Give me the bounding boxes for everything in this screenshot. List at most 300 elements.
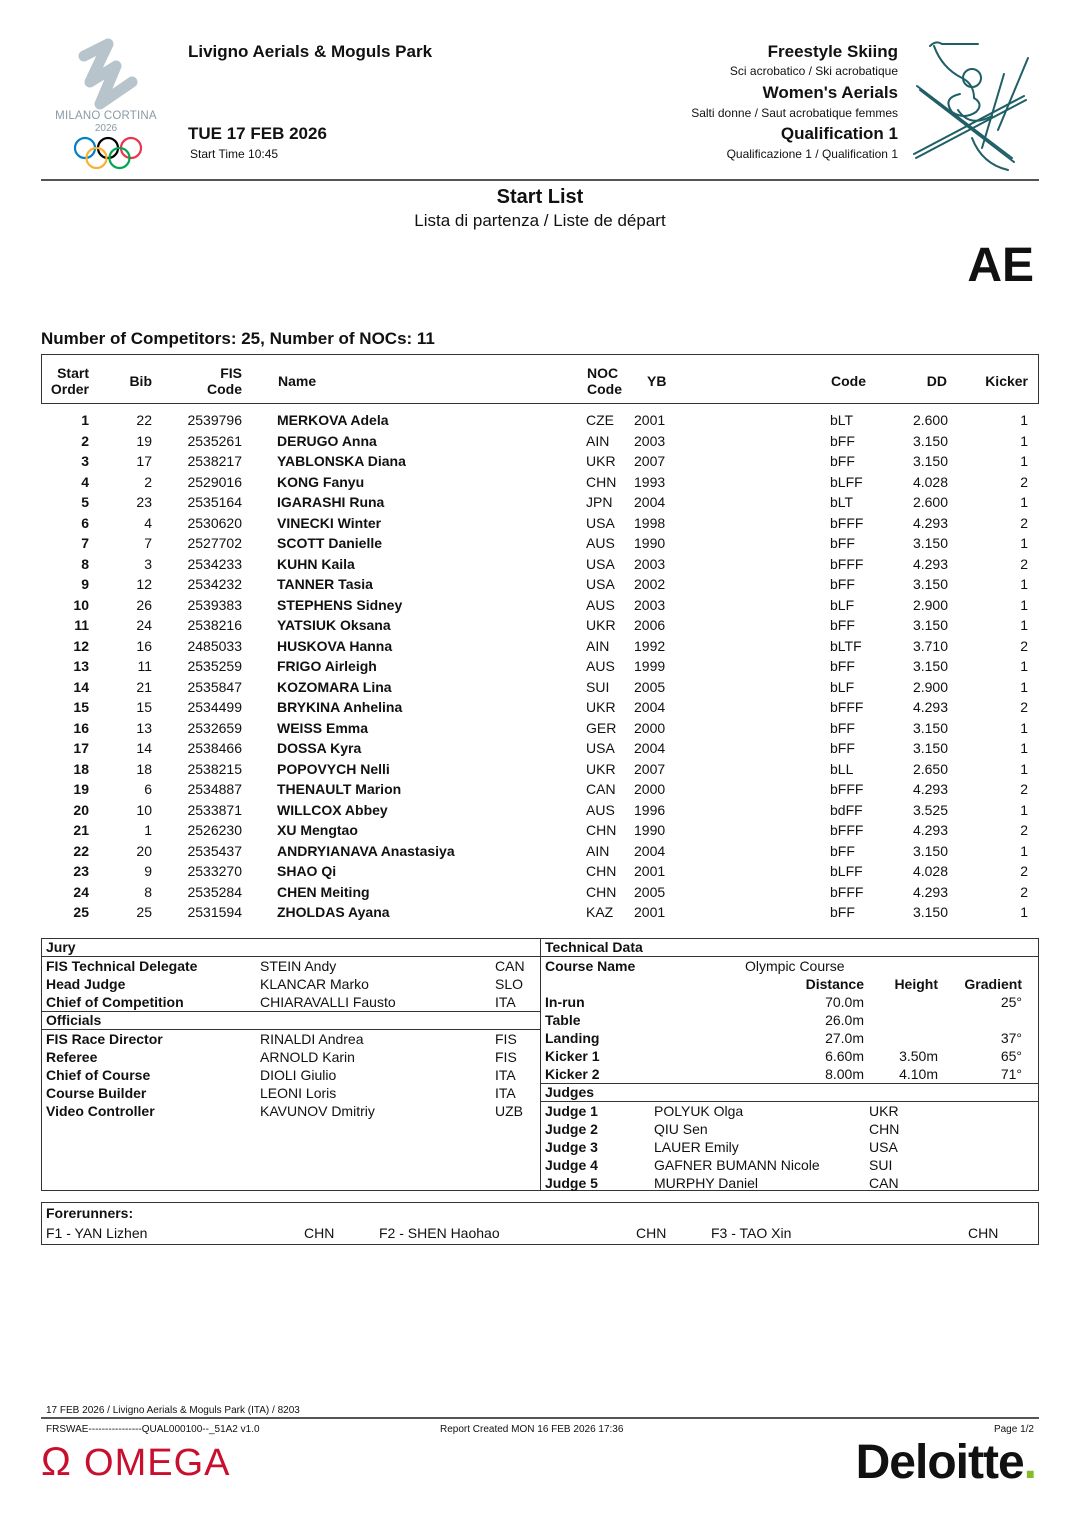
judge-label: Judge 3	[545, 1139, 598, 1155]
judge-label: Judge 4	[545, 1157, 598, 1173]
fis-code: 2539383	[187, 596, 242, 613]
degree-of-difficulty: 4.293	[912, 822, 948, 838]
jury-heading: Jury	[42, 939, 540, 957]
start-order: 4	[81, 473, 89, 490]
forerunner-name: F2 - SHEN Haohao	[379, 1225, 500, 1241]
header-name: Name	[278, 373, 317, 389]
judge-row	[541, 1120, 1038, 1138]
noc-code: CZE	[586, 412, 614, 428]
bib-number: 14	[136, 740, 152, 756]
document-subtitle: Lista di partenza / Liste de départ	[414, 211, 666, 230]
bib-number: 26	[136, 596, 152, 613]
table-row	[41, 451, 1039, 472]
official-person: LEONI Loris	[260, 1085, 337, 1101]
jump-code: bFFF	[830, 883, 864, 900]
judge-nation: SUI	[869, 1157, 893, 1173]
year-of-birth: 1996	[634, 801, 666, 818]
table-row	[41, 759, 1039, 780]
noc-code: USA	[586, 740, 615, 756]
official-role: FIS Race Director	[46, 1031, 163, 1047]
official-role: Chief of Course	[46, 1067, 151, 1083]
bib-number: 9	[144, 863, 152, 879]
noc-code: USA	[586, 514, 615, 531]
jump-code: bLL	[830, 760, 854, 777]
section-label: Kicker 1	[545, 1048, 600, 1064]
degree-of-difficulty: 3.150	[912, 535, 948, 551]
athlete-name: TANNER Tasia	[277, 576, 373, 592]
start-order: 8	[81, 555, 89, 572]
header-yb: YB	[647, 373, 667, 389]
year-of-birth: 2004	[634, 842, 666, 859]
athlete-name: YABLONSKA Diana	[277, 453, 406, 469]
official-nation: UZB	[495, 1103, 523, 1119]
athlete-name: YATSIUK Oksana	[277, 617, 391, 633]
kicker: 1	[1020, 658, 1028, 674]
jump-code: bLFF	[830, 473, 863, 490]
jump-code: bFFF	[830, 822, 864, 838]
official-nation: FIS	[495, 1049, 517, 1065]
start-order: 24	[73, 883, 89, 900]
jump-code: bFF	[830, 658, 855, 674]
year-of-birth: 2002	[634, 576, 666, 592]
event-translation: Salti donne / Saut acrobatique femmes	[691, 106, 898, 120]
fis-code: 2538216	[187, 617, 242, 633]
table-row	[41, 554, 1039, 575]
judge-nation: USA	[869, 1139, 898, 1155]
phase-translation: Qualificazione 1 / Qualification 1	[726, 147, 898, 161]
year-of-birth: 1992	[634, 637, 666, 654]
header-bib: Bib	[129, 373, 152, 389]
jump-code: bLT	[830, 412, 854, 428]
year-of-birth: 2001	[634, 412, 666, 428]
year-of-birth: 2004	[634, 699, 666, 715]
height-value: 3.50m	[899, 1048, 938, 1064]
omega-symbol-icon: Ω	[41, 1440, 72, 1484]
table-row	[41, 902, 1039, 923]
fis-code: 2538215	[187, 760, 242, 777]
judge-nation: UKR	[869, 1103, 899, 1119]
official-row	[42, 1066, 540, 1084]
degree-of-difficulty: 3.150	[912, 617, 948, 633]
noc-code: AIN	[586, 637, 610, 654]
kicker: 2	[1020, 863, 1028, 879]
kicker: 2	[1020, 555, 1028, 572]
degree-of-difficulty: 3.150	[912, 904, 948, 920]
degree-of-difficulty: 2.600	[912, 494, 948, 510]
jury-row	[42, 957, 540, 975]
kicker: 1	[1020, 576, 1028, 592]
table-row	[41, 697, 1039, 718]
judge-nation: CHN	[869, 1121, 900, 1137]
official-nation: ITA	[495, 1067, 516, 1083]
bib-number: 8	[144, 883, 152, 900]
jury-panel	[41, 938, 541, 1191]
technical-column-headers	[541, 975, 1038, 993]
header-noc-code	[587, 365, 622, 397]
kicker: 1	[1020, 535, 1028, 551]
degree-of-difficulty: 4.028	[912, 863, 948, 879]
header-dd: DD	[926, 373, 947, 389]
athlete-name: SCOTT Danielle	[277, 535, 383, 551]
kicker: 1	[1020, 678, 1028, 695]
deloitte-logo	[856, 1435, 1036, 1490]
year-of-birth: 2005	[634, 678, 666, 695]
athlete-name: MERKOVA Adela	[277, 412, 389, 428]
table-row	[41, 677, 1039, 698]
degree-of-difficulty: 2.650	[912, 760, 948, 777]
section-label: In-run	[545, 994, 585, 1010]
bib-number: 12	[136, 576, 152, 592]
fis-code: 2533270	[187, 863, 242, 879]
year-of-birth: 1990	[634, 535, 666, 551]
start-order: 17	[73, 740, 89, 756]
table-row	[41, 861, 1039, 882]
olympic-rings-icon	[70, 135, 160, 171]
fis-code: 2535284	[187, 883, 242, 900]
degree-of-difficulty: 4.293	[912, 699, 948, 715]
table-row	[41, 595, 1039, 616]
competitor-counts: Number of Competitors: 25, Number of NOCs: 11	[41, 329, 435, 348]
bib-number: 23	[136, 494, 152, 510]
fis-code: 2533871	[187, 801, 242, 818]
distance-value: 6.60m	[825, 1048, 864, 1064]
forerunner-nation: CHN	[636, 1225, 667, 1241]
kicker: 1	[1020, 453, 1028, 469]
bib-number: 15	[136, 699, 152, 715]
start-order: 19	[73, 781, 89, 797]
year-of-birth: 2003	[634, 596, 666, 613]
bib-number: 11	[137, 658, 152, 674]
degree-of-difficulty: 4.028	[912, 473, 948, 490]
official-row	[42, 1048, 540, 1066]
jump-code: bLF	[830, 678, 855, 695]
noc-code: UKR	[586, 453, 616, 469]
bib-number: 21	[136, 678, 152, 695]
event-name: Women's Aerials	[762, 83, 898, 102]
jump-code: bFF	[830, 576, 855, 592]
noc-code: UKR	[586, 699, 616, 715]
distance-value: 70.0m	[825, 994, 864, 1010]
bib-number: 25	[136, 904, 152, 920]
jump-code: bdFF	[830, 801, 863, 818]
kicker: 2	[1020, 781, 1028, 797]
degree-of-difficulty: 2.900	[912, 596, 948, 613]
athlete-name: ANDRYIANAVA Anastasiya	[277, 842, 455, 859]
bib-number: 13	[136, 719, 152, 736]
judge-name: POLYUK Olga	[654, 1103, 744, 1119]
jump-code: bFFF	[830, 781, 864, 797]
section-label: Landing	[545, 1030, 600, 1046]
bib-number: 17	[136, 453, 152, 469]
start-order: 12	[73, 637, 89, 654]
degree-of-difficulty: 3.710	[912, 637, 948, 654]
fis-code: 2535437	[187, 842, 242, 859]
kicker: 2	[1020, 883, 1028, 900]
table-row	[41, 656, 1039, 677]
judge-label: Judge 2	[545, 1121, 598, 1137]
header-start-order-line1: Start	[57, 365, 89, 381]
degree-of-difficulty: 2.900	[912, 678, 948, 695]
athlete-name: STEPHENS Sidney	[277, 596, 403, 613]
table-row	[41, 431, 1039, 452]
start-order: 14	[73, 678, 89, 695]
degree-of-difficulty: 3.150	[912, 740, 948, 756]
athlete-name: POPOVYCH Nelli	[277, 760, 390, 777]
start-time: Start Time 10:45	[190, 147, 279, 161]
kicker: 2	[1020, 514, 1028, 531]
jury-role: FIS Technical Delegate	[46, 958, 198, 974]
height-header: Height	[894, 976, 938, 992]
table-row	[41, 574, 1039, 595]
section-label: Table	[545, 1012, 581, 1028]
athlete-name: SHAO Qi	[277, 863, 337, 879]
jump-code: bFF	[830, 453, 855, 469]
jump-code: bFF	[830, 904, 855, 920]
report-created: Report Created MON 16 FEB 2026 17:36	[440, 1424, 624, 1435]
jump-code: bFF	[830, 842, 855, 859]
degree-of-difficulty: 3.150	[912, 658, 948, 674]
judge-name: QIU Sen	[654, 1121, 708, 1137]
judge-nation: CAN	[869, 1175, 899, 1191]
noc-code: AIN	[586, 842, 610, 859]
fis-code: 2526230	[187, 822, 242, 838]
bib-number: 24	[136, 617, 152, 633]
degree-of-difficulty: 3.525	[912, 801, 948, 818]
jump-code: bFFF	[830, 514, 864, 531]
jump-code: bLT	[830, 494, 854, 510]
degree-of-difficulty: 3.150	[912, 453, 948, 469]
noc-code: SUI	[586, 678, 610, 695]
start-order: 23	[73, 863, 89, 879]
distance-value: 26.0m	[825, 1012, 864, 1028]
degree-of-difficulty: 3.150	[912, 576, 948, 592]
forerunner-nation: CHN	[968, 1225, 999, 1241]
table-row	[41, 738, 1039, 759]
fis-code: 2485033	[187, 637, 242, 654]
fis-code: 2529016	[187, 473, 242, 490]
forerunner-name: F1 - YAN Lizhen	[46, 1225, 148, 1241]
noc-code: CAN	[586, 781, 616, 797]
start-order: 11	[74, 617, 89, 633]
bib-number: 10	[136, 801, 152, 818]
fis-code: 2535261	[187, 432, 242, 449]
noc-code: UKR	[586, 760, 616, 777]
noc-code: UKR	[586, 617, 616, 633]
kicker: 1	[1020, 760, 1028, 777]
jump-code: bFF	[830, 617, 855, 633]
jury-nation: ITA	[495, 994, 516, 1010]
official-person: KAVUNOV Dmitriy	[260, 1103, 375, 1119]
noc-code: GER	[586, 719, 617, 736]
judge-name: MURPHY Daniel	[654, 1175, 758, 1191]
noc-code: AUS	[586, 658, 615, 674]
noc-code: AIN	[586, 432, 610, 449]
fis-code: 2539796	[187, 412, 242, 428]
section-label: Kicker 2	[545, 1066, 600, 1082]
official-nation: FIS	[495, 1031, 517, 1047]
forerunners-heading: Forerunners:	[46, 1205, 134, 1221]
fis-code: 2534499	[187, 699, 242, 715]
fis-code: 2535847	[187, 678, 242, 695]
athlete-name: CHEN Meiting	[277, 883, 370, 900]
noc-code: USA	[586, 555, 615, 572]
athlete-name: KOZOMARA Lina	[277, 678, 392, 695]
year-of-birth: 2000	[634, 719, 666, 736]
jury-person: CHIARAVALLI Fausto	[260, 994, 396, 1010]
official-row	[42, 1084, 540, 1102]
distance-value: 27.0m	[825, 1030, 864, 1046]
logo-year: 2026	[94, 123, 118, 134]
year-of-birth: 2006	[634, 617, 666, 633]
kicker: 1	[1020, 842, 1028, 859]
deloitte-wordmark: Deloitte	[855, 1436, 1024, 1489]
start-order: 1	[81, 412, 89, 428]
header-divider	[41, 179, 1039, 181]
kicker: 1	[1020, 617, 1028, 633]
official-role: Course Builder	[46, 1085, 147, 1101]
judge-row	[541, 1174, 1038, 1192]
year-of-birth: 1990	[634, 822, 666, 838]
start-order: 20	[73, 801, 89, 818]
officials-list	[42, 1030, 540, 1120]
aerials-skier-pictogram-icon	[912, 38, 1036, 174]
jury-row	[42, 975, 540, 993]
table-row	[41, 800, 1039, 821]
phase-name: Qualification 1	[780, 124, 898, 143]
degree-of-difficulty: 4.293	[912, 781, 948, 797]
kicker: 2	[1020, 822, 1028, 838]
jury-nation: CAN	[495, 958, 525, 974]
official-row	[42, 1102, 540, 1120]
gradient-value: 37°	[1000, 1030, 1022, 1046]
fis-code: 2534887	[187, 781, 242, 797]
table-body	[41, 404, 1039, 923]
kicker: 2	[1020, 473, 1028, 490]
year-of-birth: 2005	[634, 883, 666, 900]
forerunner-name: F3 - TAO Xin	[711, 1225, 792, 1241]
header-fis-line1: FIS	[220, 365, 242, 381]
technical-heading: Technical Data	[541, 939, 1038, 957]
noc-code: JPN	[586, 494, 613, 510]
table-row	[41, 882, 1039, 903]
page-number: Page 1/2	[993, 1424, 1034, 1435]
jury-nation: SLO	[495, 976, 524, 992]
start-order: 13	[73, 658, 89, 674]
athlete-name: WEISS Emma	[277, 719, 369, 736]
table-row	[41, 410, 1039, 431]
omega-logo	[41, 1440, 231, 1485]
jury-person: KLANCAR Marko	[260, 976, 369, 992]
year-of-birth: 2003	[634, 432, 666, 449]
bib-number: 4	[144, 514, 152, 531]
athlete-name: IGARASHI Runa	[277, 494, 385, 510]
year-of-birth: 1998	[634, 514, 666, 531]
footer-venue-line: 17 FEB 2026 / Livigno Aerials & Moguls Park (ITA) / 8203	[46, 1405, 300, 1416]
discipline-code: AE	[967, 239, 1034, 292]
jump-code: bLFF	[830, 863, 863, 879]
bib-number: 18	[136, 760, 152, 777]
venue-name: Livigno Aerials & Moguls Park	[188, 42, 433, 61]
gradient-value: 25°	[1000, 994, 1022, 1010]
kicker: 1	[1020, 740, 1028, 756]
header-noc-line1: NOC	[587, 365, 619, 381]
technical-row	[541, 1047, 1038, 1065]
forerunner-nation: CHN	[304, 1225, 335, 1241]
bib-number: 16	[136, 637, 152, 654]
judge-row	[541, 1102, 1038, 1120]
start-order: 21	[73, 822, 89, 838]
start-order: 6	[81, 514, 89, 531]
milano-cortina-logo	[46, 38, 166, 173]
start-order: 2	[81, 432, 89, 449]
year-of-birth: 2001	[634, 863, 666, 879]
table-row	[41, 718, 1039, 739]
year-of-birth: 2007	[634, 453, 666, 469]
fis-code: 2538466	[187, 740, 242, 756]
year-of-birth: 2003	[634, 555, 666, 572]
judge-row	[541, 1138, 1038, 1156]
table-row	[41, 615, 1039, 636]
header-kicker: Kicker	[985, 373, 1028, 389]
noc-code: AUS	[586, 801, 615, 818]
table-row	[41, 472, 1039, 493]
header-start-order	[51, 365, 89, 397]
start-order: 16	[73, 719, 89, 736]
fis-code: 2530620	[187, 514, 242, 531]
height-value: 4.10m	[899, 1066, 938, 1082]
table-row	[41, 779, 1039, 800]
athlete-name: HUSKOVA Hanna	[277, 637, 393, 654]
athlete-name: ZHOLDAS Ayana	[277, 904, 390, 920]
degree-of-difficulty: 2.600	[912, 412, 948, 428]
kicker: 1	[1020, 801, 1028, 818]
distance-header: Distance	[805, 976, 864, 992]
jury-members	[42, 957, 540, 1011]
kicker: 2	[1020, 699, 1028, 715]
header-start-order-line2: Order	[50, 381, 89, 397]
year-of-birth: 2007	[634, 760, 666, 777]
fis-code: 2538217	[187, 453, 242, 469]
course-name-row	[541, 957, 1038, 975]
fis-code: 2527702	[187, 535, 242, 551]
official-row	[42, 1030, 540, 1048]
athlete-name: DOSSA Kyra	[277, 740, 362, 756]
degree-of-difficulty: 4.293	[912, 555, 948, 572]
kicker: 1	[1020, 719, 1028, 736]
course-name-label: Course Name	[545, 958, 636, 974]
table-row	[41, 636, 1039, 657]
table-row	[41, 841, 1039, 862]
year-of-birth: 2004	[634, 494, 666, 510]
bib-number: 22	[136, 412, 152, 428]
kicker: 2	[1020, 637, 1028, 654]
athlete-name: DERUGO Anna	[277, 432, 377, 449]
athlete-name: KUHN Kaila	[277, 555, 355, 572]
jump-code: bFF	[830, 535, 855, 551]
official-role: Video Controller	[46, 1103, 155, 1119]
kicker: 1	[1020, 412, 1028, 428]
degree-of-difficulty: 3.150	[912, 842, 948, 859]
kicker: 1	[1020, 432, 1028, 449]
fis-code: 2535164	[187, 494, 242, 510]
degree-of-difficulty: 3.150	[912, 432, 948, 449]
jury-role: Head Judge	[46, 976, 126, 992]
games-emblem-icon	[46, 38, 166, 118]
document-code: FRSWAE----------------QUAL000100--_51A2 v1.0	[46, 1424, 260, 1435]
fis-code: 2532659	[187, 719, 242, 736]
document-title: Start List	[496, 186, 584, 208]
jump-code: bLF	[830, 596, 855, 613]
